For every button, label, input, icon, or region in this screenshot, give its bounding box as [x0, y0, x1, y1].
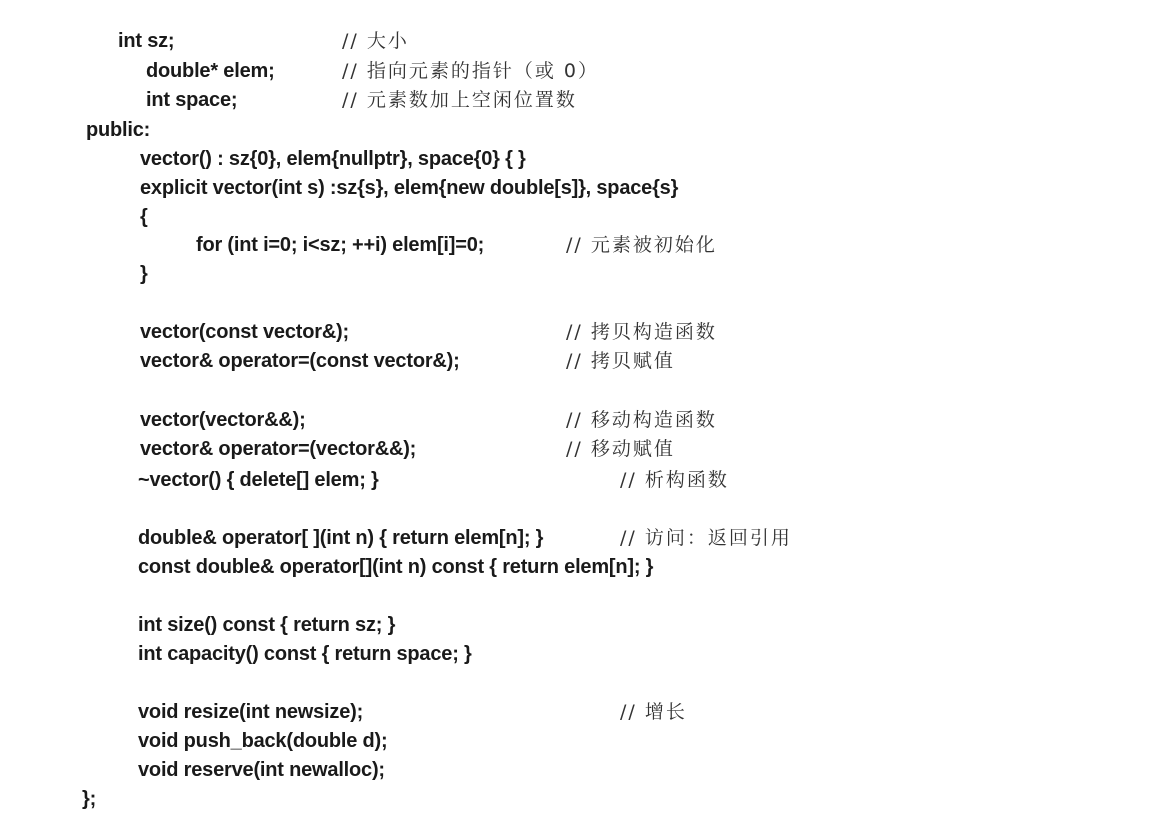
code-comment: // 大小: [342, 30, 409, 52]
code-text: void push_back(double d);: [138, 730, 388, 752]
code-line-const-subscript: [0, 553, 1152, 582]
code-text: double* elem;: [146, 60, 275, 82]
code-comment: // 增长: [620, 701, 687, 723]
code-line-capacity: [0, 640, 1152, 669]
code-comment: // 指向元素的指针（或 0）: [342, 60, 599, 82]
code-comment: // 拷贝构造函数: [566, 321, 717, 343]
code-line-sz: [0, 27, 1152, 56]
code-line-size: [0, 611, 1152, 640]
code-line-push-back: [0, 727, 1152, 756]
code-comment: // 移动赋值: [566, 438, 675, 460]
code-text: public:: [86, 119, 151, 141]
code-text: void reserve(int newalloc);: [138, 759, 385, 781]
code-line-close-brace: [0, 260, 1152, 289]
code-line-public: [0, 116, 1152, 145]
code-text: for (int i=0; i<sz; ++i) elem[i]=0;: [196, 234, 485, 256]
code-line-reserve: [0, 756, 1152, 785]
code-text: double& operator[ ](int n) { return elem[n]; }: [138, 527, 544, 549]
code-line-space: [0, 86, 1152, 115]
code-line-explicit-ctor: [0, 174, 1152, 203]
code-line-for-loop: [0, 231, 1152, 260]
code-text: vector& operator=(const vector&);: [140, 350, 460, 372]
code-comment: // 移动构造函数: [566, 409, 717, 431]
code-text: vector& operator=(vector&&);: [140, 438, 417, 460]
code-comment: // 元素被初始化: [566, 234, 717, 256]
code-text: vector(const vector&);: [140, 321, 349, 343]
code-line-elem: [0, 57, 1152, 86]
code-line-move-assign: [0, 435, 1152, 464]
code-text: vector(vector&&);: [140, 409, 306, 431]
code-line-copy-ctor: [0, 318, 1152, 347]
code-line-class-end: [0, 785, 1152, 814]
code-text: explicit vector(int s) :sz{s}, elem{new double[s]}, space{s}: [140, 177, 679, 199]
code-text: }: [140, 263, 148, 285]
code-text: int sz;: [118, 30, 175, 52]
code-text: void resize(int newsize);: [138, 701, 364, 723]
code-comment: // 访问：返回引用: [620, 527, 792, 549]
code-text: vector() : sz{0}, elem{nullptr}, space{0} { }: [140, 148, 526, 170]
code-text: const double& operator[](int n) const { return elem[n]; }: [138, 556, 654, 578]
code-text: ~vector() { delete[] elem; }: [138, 469, 379, 491]
code-line-move-ctor: [0, 406, 1152, 435]
code-text: int space;: [146, 89, 238, 111]
code-comment: // 拷贝赋值: [566, 350, 675, 372]
code-line-copy-assign: [0, 347, 1152, 376]
code-text: {: [140, 206, 148, 228]
code-line-open-brace: [0, 203, 1152, 232]
code-comment: // 析构函数: [620, 469, 729, 491]
code-comment: // 元素数加上空闲位置数: [342, 89, 577, 111]
code-text: int size() const { return sz; }: [138, 614, 396, 636]
code-line-resize: [0, 698, 1152, 727]
code-line-default-ctor: [0, 145, 1152, 174]
code-line-subscript: [0, 524, 1152, 553]
code-line-destructor: [0, 466, 1152, 495]
code-text: };: [82, 788, 97, 810]
code-text: int capacity() const { return space; }: [138, 643, 472, 665]
